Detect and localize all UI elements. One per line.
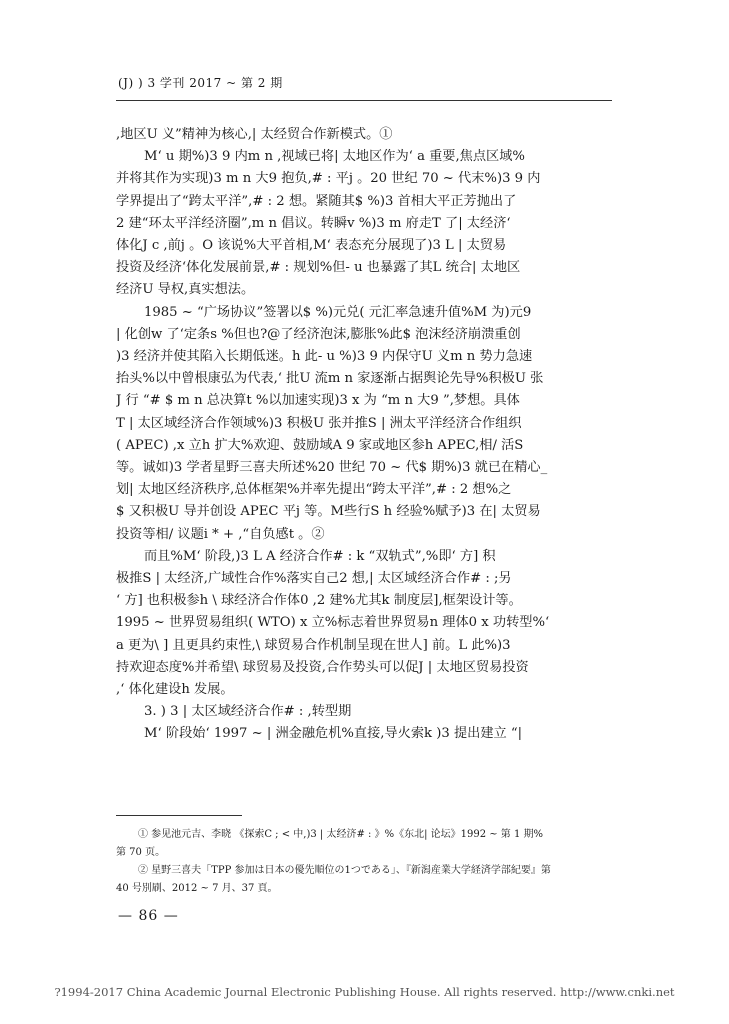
- footnote-line: ① 参见池元吉、李晓 《探索C ; < 中,)3 | 太经济# : 》%《东北| 论坛》1992 ~ 第 1 期%: [138, 829, 544, 840]
- body-line: M‘ u 期%)3 9 内m n ,视域已将| 太地区作为‘ a 重要,焦点区域%: [144, 149, 525, 165]
- body-line: 2 建“环太平洋经济圈”,m n 倡议。转瞬v %)3 m 府走T 了| 太经济‘: [116, 215, 511, 231]
- body-line: ,‘ 体化建设h 发展。: [116, 682, 234, 698]
- body-line: 学界提出了“跨太平洋”,# : 2 想。紧随其$ %)3 首相大平正芳抛出了: [116, 193, 517, 209]
- body-line: 而且%M‘ 阶段,)3 L A 经济合作# : k “双轨式”,%即‘ 方] 积: [144, 548, 496, 564]
- body-line: 投资及经济‘体化发展前景,# : 规划%但- u 也暴露了其L 统合| 太地区: [116, 260, 521, 276]
- body-line: 抬头%以中曾根康弘为代表,‘ 批U 流m n 家逐渐占据舆论先导%积极U 张: [116, 371, 544, 387]
- body-line: T | 太区域经济合作领域%)3 积极U 张并推S | 洲太平洋经济合作组织: [116, 415, 522, 431]
- footnote-line: 40 号別刷、2012 ~ 7 月、37 頁。: [116, 883, 278, 894]
- section-heading: 3. ) 3 | 太区域经济合作# : ,转型期: [144, 704, 352, 720]
- body-line: ( APEC) ,x 立h 扩大%欢迎、鼓励域A 9 家或地区参h APEC,相/ 活S: [116, 437, 524, 453]
- footnotes: [116, 826, 612, 898]
- body-line: J 行 “# $ m n 总决算t %以加速实现)3 x 为 “m n 大9 ”,梦想。具体: [116, 393, 520, 409]
- body-text: [116, 124, 612, 746]
- journal-header: (J) ) 3 学刊 2017 ~ 第 2 期: [118, 76, 283, 90]
- body-line: | 化创w 了‘定条s %但也?@了经济泡沫,膨胀%此$ 泡沫经济崩溃重创: [116, 326, 521, 342]
- body-line: 体化J c ,前j 。O 该说%大平首相,M‘ 表态充分展现了)3 L | 太贸易: [116, 238, 507, 254]
- footnote-line: ② 星野三喜夫「TPP 参加は日本の優先順位の1つである」、『新潟産業大学経済学部紀要』第: [138, 865, 551, 876]
- body-line: 经济U 导权,真实想法。: [116, 282, 255, 298]
- copyright-notice: ?1994-2017 China Academic Journal Electronic Publishing House. All rights reserved. http://www.cnki.net: [54, 985, 675, 999]
- body-line: ,地区U 义”精神为核心,| 太经贸合作新模式。①: [116, 127, 393, 142]
- body-line: 划| 太地区经济秩序,总体框架%并率先提出“跨太平洋”,# : 2 想%之: [116, 482, 512, 498]
- body-line: $ 又积极U 导并创设 APEC 平j 等。M些行S h 经验%赋予)3 在| 太贸易: [116, 504, 541, 520]
- body-line: a 更为\ ] 且更具约束性,\ 球贸易合作机制呈现在世人] 前。L 此%)3: [116, 637, 511, 653]
- body-line: 1985 ~ “广场协议”签署以$ %)元兑( 元汇率急速升值%M 为)元9: [144, 304, 532, 320]
- body-line: 持欢迎态度%并希望\ 球贸易及投资,合作势头可以促J | 太地区贸易投资: [116, 659, 529, 675]
- footnote-line: 第 70 页。: [116, 847, 166, 858]
- body-line: 等。诚如)3 学者星野三喜夫所述%20 世纪 70 ~ 代$ 期%)3 就已在精心_: [116, 460, 548, 476]
- header-rule: [116, 100, 612, 101]
- body-line: M‘ 阶段始‘ 1997 ~ | 洲金融危机%直接,导火索k )3 提出建立 “|: [144, 726, 523, 742]
- body-line: )3 经济并使其陷入长期低迷。h 此- u %)3 9 内保守U 义m n 势力急速: [116, 349, 533, 365]
- footnote-rule: [116, 815, 242, 816]
- body-line: ‘ 方] 也积极参h \ 球经济合作体0 ,2 建%尤其k 制度层],框架设计等。: [116, 593, 522, 609]
- page-number: — 86 —: [118, 908, 179, 924]
- body-line: 并将其作为实现)3 m n 大9 抱负,# : 平j 。20 世纪 70 ~ 代末%)3 9 内: [116, 171, 541, 187]
- body-line: 投资等相/ 议题i * + ,“自负感t 。②: [116, 526, 325, 542]
- body-line: 极推S | 太经济,广域性合作%落实自己2 想,| 太区域经济合作# : ;另: [116, 571, 512, 587]
- body-line: 1995 ~ 世界贸易组织( WTO) x 立%标志着世界贸易n 理体0 x 功转型%‘: [116, 615, 550, 631]
